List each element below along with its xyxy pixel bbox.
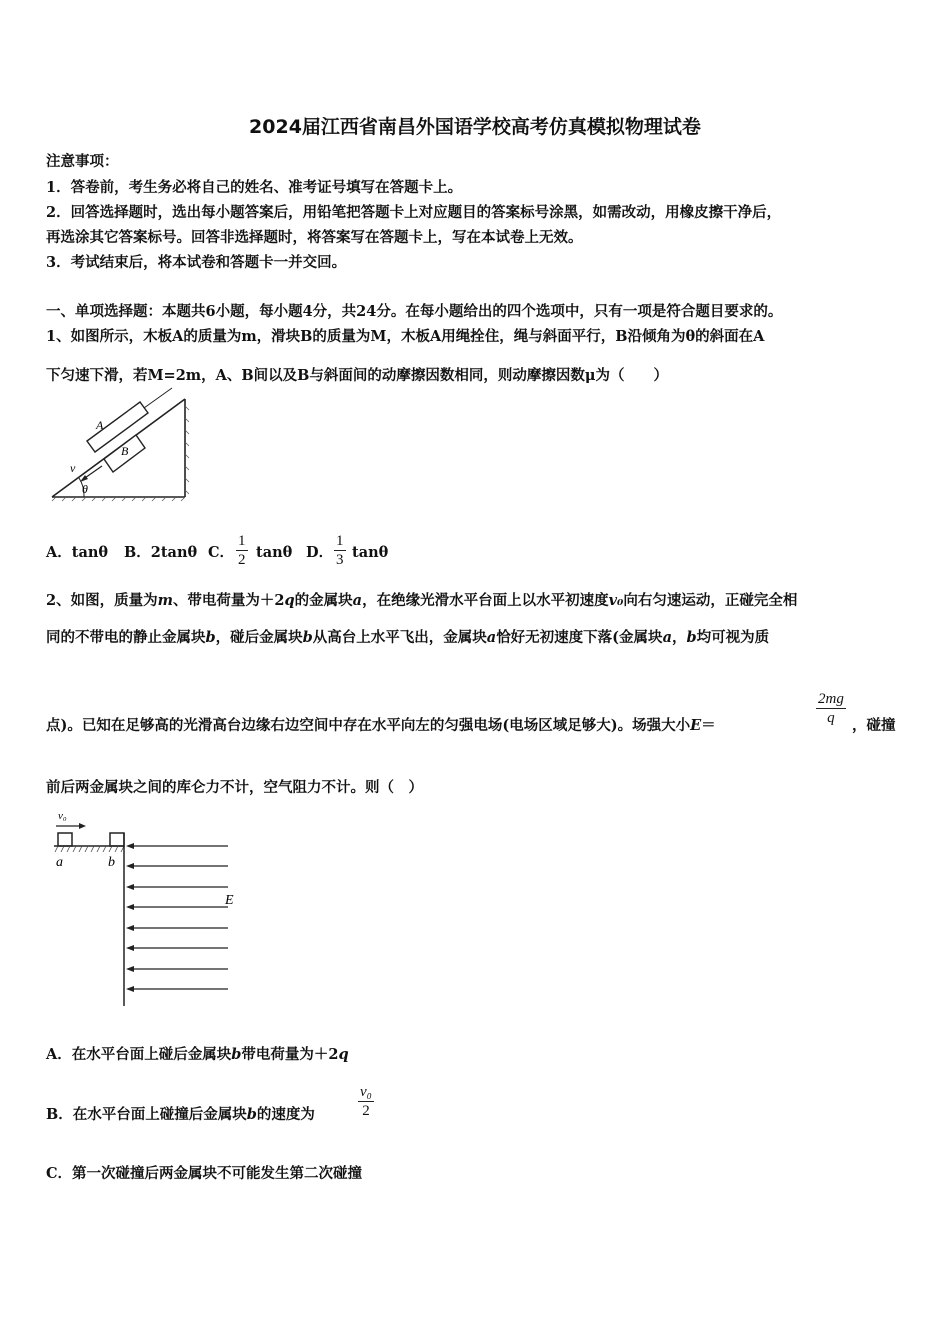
q2-stem-line3-tail: ，碰撞	[852, 717, 896, 734]
q2-option-b[interactable]: B．在水平台面上碰撞后金属块b的速度为	[46, 1106, 315, 1123]
q2-option-c[interactable]: C．第一次碰撞后两金属块不可能发生第二次碰撞	[46, 1165, 363, 1182]
q2-label-a: a	[56, 855, 63, 870]
q2-stem-line3: 点)。已知在足够高的光滑高台边缘右边空间中存在水平向左的匀强电场(电场区域足够大)。场强大小E＝	[46, 717, 716, 734]
q2-field-den: q	[827, 710, 835, 726]
q2-stem-line4: 前后两金属块之间的库仑力不计，空气阻力不计。则（ ）	[46, 779, 423, 796]
q1-option-d-tail: tanθ	[352, 544, 389, 561]
q2-option-b-den: 2	[362, 1103, 370, 1119]
q2-label-e: E	[225, 893, 234, 908]
q1-stem-line2: 下匀速下滑，若M=2m，A、B间以及B与斜面间的动摩擦因数相同，则动摩擦因数μ为（ ）	[46, 367, 669, 384]
notice-item-2: 2．回答选择题时，选出每小题答案后，用铅笔把答题卡上对应题目的答案标号涂黑，如需改动，用橡皮擦干净后，	[46, 204, 782, 221]
q1-option-c-label[interactable]: C．	[208, 544, 235, 561]
q2-field-num: 2mg	[818, 691, 844, 707]
section-heading: 一、单项选择题：本题共6小题，每小题4分，共24分。在每小题给出的四个选项中，只有一项是符合题目要求的。	[46, 303, 783, 320]
q1-label-v: v	[70, 461, 76, 475]
q2-label-b: b	[108, 855, 115, 870]
q1-option-a[interactable]: A．tanθ	[46, 544, 109, 561]
notice-heading: 注意事项：	[46, 153, 119, 170]
q2-stem-line1: 2、如图，质量为m、带电荷量为＋2q的金属块a，在绝缘光滑水平台面上以水平初速度v₀向右匀速运动，正碰完全相	[46, 592, 798, 609]
q1-label-theta: θ	[82, 482, 88, 496]
q2-option-b-fraction	[358, 1083, 374, 1120]
q2-option-a[interactable]: A．在水平台面上碰后金属块b带电荷量为＋2q	[46, 1046, 349, 1063]
q1-label-a: A	[96, 418, 104, 432]
notice-item-2-cont: 再选涂其它答案标号。回答非选择题时，将答案写在答题卡上，写在本试卷上无效。	[46, 229, 583, 246]
q1-option-b[interactable]: B．2tanθ	[124, 544, 198, 561]
q1-option-c-num: 1	[238, 533, 246, 549]
q1-label-b: B	[121, 444, 129, 458]
q1-stem-line1: 1、如图所示，木板A的质量为m，滑块B的质量为M，木板A用绳拴住，绳与斜面平行，B沿倾角为θ的斜面在A	[46, 328, 765, 345]
q2-stem-line2: 同的不带电的静止金属块b，碰后金属块b从高台上水平飞出，金属块a恰好无初速度下落(金属块a，b均可视为质	[46, 629, 770, 646]
q1-option-d-fraction	[334, 532, 346, 569]
q2-label-v0: v₀	[58, 810, 67, 822]
q1-option-c-fraction	[236, 532, 248, 569]
q1-option-c-den: 2	[238, 552, 246, 568]
q1-option-d-den: 3	[336, 552, 344, 568]
q1-incline-figure	[44, 396, 194, 506]
page-title: 2024届江西省南昌外国语学校高考仿真模拟物理试卷	[249, 116, 701, 138]
notice-item-3: 3．考试结束后，将本试卷和答题卡一并交回。	[46, 254, 347, 271]
q2-field-fraction	[816, 690, 846, 727]
q1-option-d-num: 1	[336, 533, 344, 549]
notice-item-1: 1．答卷前，考生务必将自己的姓名、准考证号填写在答题卡上。	[46, 179, 463, 196]
q1-option-d-label[interactable]: D．	[306, 544, 334, 561]
q2-field-figure	[50, 806, 250, 1011]
q1-option-c-tail: tanθ	[256, 544, 293, 561]
q2-option-b-num: v₀	[360, 1084, 372, 1100]
